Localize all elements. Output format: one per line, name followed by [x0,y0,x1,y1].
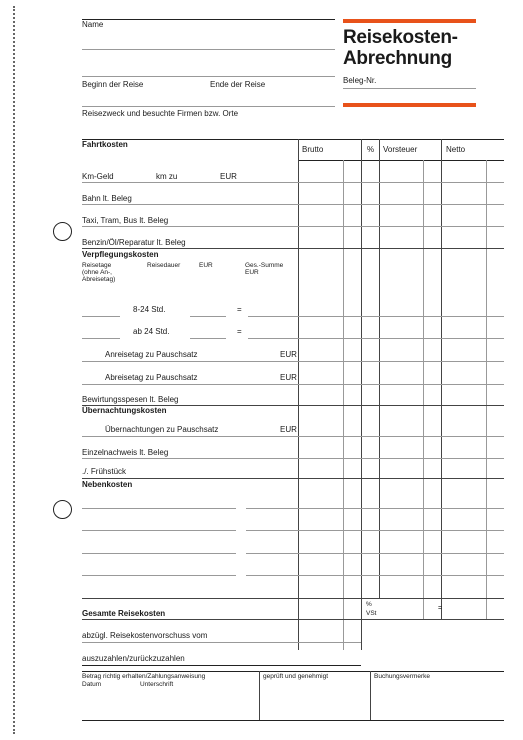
title-bar-bottom [343,103,476,107]
beginn-label: Beginn der Reise [82,80,144,89]
punch-hole-top [53,222,72,241]
unterschrift-label: Unterschrift [140,681,174,688]
verpflegung-eur-label: EUR [199,262,213,269]
beleg-field[interactable] [343,88,476,89]
nebenkosten-desc-2[interactable] [82,530,236,531]
ges-summe-label: Ges.-Summe EUR [245,262,284,276]
datum-label: Datum [82,681,102,688]
name-label: Name [82,20,104,29]
col-header-percent: % [367,145,375,154]
section-verpflegung: Verpflegungskosten [82,250,159,259]
abreisetag-label: Abreisetag zu Pauschsatz [105,373,198,382]
nebenkosten-desc-1[interactable] [82,508,236,509]
tage-ab-24-field[interactable] [82,338,120,339]
nebenkosten-row-1[interactable] [246,508,504,509]
row-uebernachtung-pauschsatz[interactable] [82,436,504,437]
nebenkosten-desc-4[interactable] [82,575,236,576]
row-vorschuss[interactable] [82,642,361,643]
ab-24-label: ab 24 Std. [133,327,170,336]
row-gesamt[interactable] [82,619,504,620]
col-vorsteuer-cents [423,160,424,619]
col-header-brutto: Brutto [302,145,324,154]
form-title-line2: Abrechnung [343,48,452,69]
nebenkosten-desc-3[interactable] [82,553,236,554]
bewirtung-label: Bewirtungsspesen lt. Beleg [82,395,179,404]
summary-percent: % [366,601,372,608]
row-auszahlen[interactable] [82,665,361,666]
uebernachtung-pauschsatz-label: Übernachtungen zu Pauschsatz [105,425,219,434]
col-netto-left [441,139,442,619]
footer-divider-1 [259,671,260,721]
row-8-24[interactable] [248,316,504,317]
tage-8-24-field[interactable] [82,316,120,317]
nebenkosten-row-2[interactable] [246,530,504,531]
geprueft-label: geprüft und genehmigt [263,673,329,680]
col-netto-cents [486,160,487,619]
col-header-vorsteuer: Vorsteuer [383,145,418,154]
travel-dates-field[interactable] [82,76,335,77]
col-brutto-left [298,139,299,650]
section-uebernachtung: Übernachtungskosten [82,406,167,415]
row-anreisetag[interactable] [82,361,504,362]
footer-top-line [82,671,504,672]
header-top-line [82,19,335,20]
fruehstueck-label: ./. Frühstück [82,467,127,476]
row-abreisetag[interactable] [82,384,504,385]
row-taxi[interactable] [82,226,504,227]
einzelnachweis-label: Einzelnachweis lt. Beleg [82,448,169,457]
bahn-label: Bahn lt. Beleg [82,194,132,203]
row-fruehstueck[interactable] [82,478,504,479]
gesamt-label: Gesamte Reisekosten [82,609,166,618]
betrag-label: Betrag richtig erhalten/Zahlungsanweisung [82,673,206,680]
col-header-netto: Netto [446,145,466,154]
buchung-label: Buchungsvermerke [374,673,430,680]
eur-ab-24-field[interactable] [190,338,226,339]
row-benzin[interactable] [82,248,504,249]
row-bahn[interactable] [82,204,504,205]
anreisetag-label: Anreisetag zu Pauschsatz [105,350,198,359]
form-title-line1: Reisekosten- [343,27,458,48]
abreisetag-eur: EUR [280,373,297,382]
taxi-label: Taxi, Tram, Bus lt. Beleg [82,216,169,225]
title-bar-top [343,19,476,23]
benzin-label: Benzin/Öl/Reparatur lt. Beleg [82,238,186,247]
footer-bottom-line[interactable] [82,720,504,721]
section-fahrtkosten: Fahrtkosten [82,140,128,149]
column-header-line [298,160,504,161]
km-zu-label: km zu [156,172,178,181]
equals-ab-24: = [237,327,242,336]
beleg-label: Beleg-Nr. [343,76,377,85]
nebenkosten-end-line [82,598,504,599]
punch-hole-bottom [53,500,72,519]
equals-8-24: = [237,305,242,314]
section-nebenkosten: Nebenkosten [82,480,133,489]
summary-vst: VSt [366,610,377,617]
nebenkosten-row-4[interactable] [246,575,504,576]
reisetage-label: Reisetage (ohne An-, Abreisetag) [82,262,116,283]
row-einzelnachweis[interactable] [82,458,504,459]
std-8-24-label: 8-24 Std. [133,305,166,314]
row-ab-24[interactable] [248,338,504,339]
auszahlen-label: auszuzahlen/zurückzuzahlen [82,654,185,663]
purpose-field[interactable] [82,106,335,107]
reisedauer-label: Reisedauer [147,262,181,269]
nebenkosten-row-3[interactable] [246,553,504,554]
anreisetag-eur: EUR [280,350,297,359]
summary-equals: = [438,605,443,612]
row-km-geld[interactable] [82,182,504,183]
km-eur-label: EUR [220,172,237,181]
footer-divider-2 [370,671,371,721]
name-field[interactable] [82,49,335,50]
col-percent-left [361,139,362,650]
perforation-line [13,6,15,734]
vorschuss-label: abzügl. Reisekostenvorschuss vom [82,631,208,640]
eur-8-24-field[interactable] [190,316,226,317]
ende-label: Ende der Reise [210,80,266,89]
uebernachtung-eur: EUR [280,425,297,434]
zweck-label: Reisezweck und besuchte Firmen bzw. Orte [82,109,239,118]
km-geld-label: Km-Geld [82,172,114,181]
